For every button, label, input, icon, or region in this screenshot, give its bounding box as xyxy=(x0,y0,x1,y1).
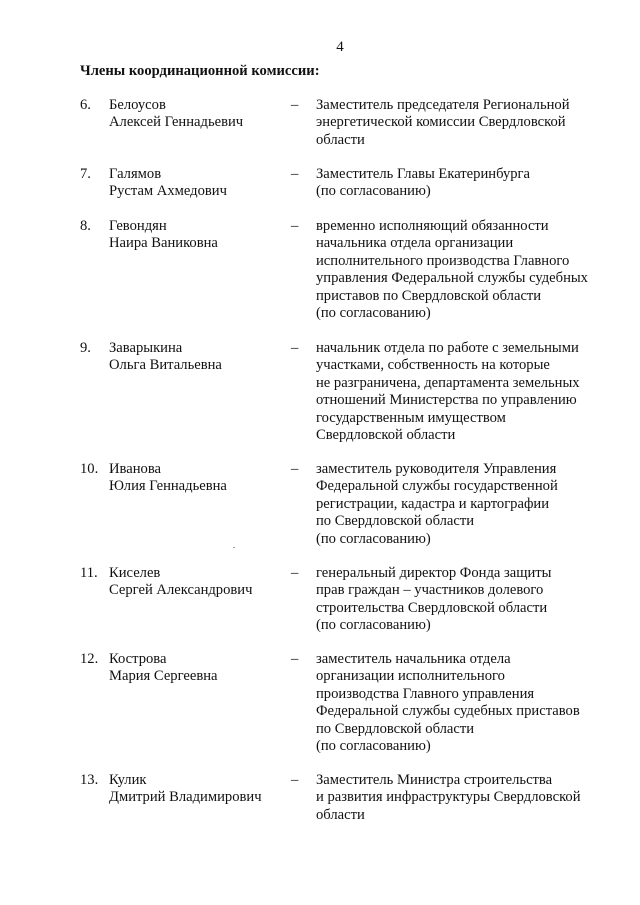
member-surname: Белоусов xyxy=(109,97,166,113)
role-line: по Свердловской области xyxy=(316,513,475,530)
role-line: начальника отдела организации xyxy=(316,235,514,252)
role-line: отношений Министерства по управлению xyxy=(316,392,577,409)
member-name xyxy=(109,340,284,375)
dash-separator: – xyxy=(291,651,299,667)
role-line: участками, собственность на которые xyxy=(316,357,550,374)
member-given-names: Сергей Александрович xyxy=(109,582,253,599)
role-line: заместитель руководителя Управления xyxy=(316,461,557,477)
role-line: не разграничена, департамента земельных xyxy=(316,374,580,391)
member-surname: Галямов xyxy=(109,166,162,182)
dash-separator: – xyxy=(291,340,299,356)
member-surname: Киселев xyxy=(109,565,161,581)
role-line: государственным имуществом xyxy=(316,409,506,426)
scan-speck xyxy=(233,547,235,548)
role-line: области xyxy=(316,131,365,148)
member-role xyxy=(316,772,616,824)
member-name xyxy=(109,166,284,201)
member-given-names: Юлия Геннадьевна xyxy=(109,478,227,495)
role-line: генеральный директор Фонда защиты xyxy=(316,565,552,581)
role-line: Федеральной службы судебных приставов xyxy=(316,703,580,720)
member-number: 7. xyxy=(80,166,91,182)
role-line: Заместитель Министра строительства xyxy=(316,772,553,788)
member-role xyxy=(316,218,616,322)
role-line: (по согласованию) xyxy=(316,530,431,547)
role-line: Свердловской области xyxy=(316,427,456,444)
member-given-names: Наира Ваниковна xyxy=(109,235,218,252)
role-line: Заместитель председателя Региональной xyxy=(316,97,570,113)
member-name xyxy=(109,97,284,132)
role-line: Заместитель Главы Екатеринбурга xyxy=(316,166,530,182)
role-line: управления Федеральной службы судебных xyxy=(316,270,588,287)
role-line: (по согласованию) xyxy=(316,617,431,634)
dash-separator: – xyxy=(291,565,299,581)
member-role xyxy=(316,97,616,149)
member-given-names: Алексей Геннадьевич xyxy=(109,114,244,131)
member-role xyxy=(316,565,616,635)
member-given-names: Дмитрий Владимирович xyxy=(109,789,262,806)
member-name xyxy=(109,218,284,253)
member-surname: Заварыкина xyxy=(109,340,183,356)
member-role xyxy=(316,166,616,201)
role-line: Федеральной службы государственной xyxy=(316,478,558,495)
role-line: производства Главного управления xyxy=(316,685,535,702)
role-line: заместитель начальника отдела xyxy=(316,651,511,667)
section-heading: Члены координационной комиссии: xyxy=(80,63,320,79)
member-surname: Гевондян xyxy=(109,218,167,234)
role-line: организации исполнительного xyxy=(316,668,505,685)
member-role xyxy=(316,461,616,548)
role-line: регистрации, кадастра и картографии xyxy=(316,495,550,512)
dash-separator: – xyxy=(291,166,299,182)
page-number: 4 xyxy=(336,39,344,55)
role-line: энергетической комиссии Свердловской xyxy=(316,114,566,131)
dash-separator: – xyxy=(291,461,299,477)
dash-separator: – xyxy=(291,772,299,788)
member-surname: Кулик xyxy=(109,772,147,788)
member-surname: Кострова xyxy=(109,651,167,667)
member-name xyxy=(109,565,284,600)
member-number: 8. xyxy=(80,218,91,234)
member-number: 10. xyxy=(80,461,99,477)
member-given-names: Мария Сергеевна xyxy=(109,668,218,685)
role-line: исполнительного производства Главного xyxy=(316,252,570,269)
role-line: начальник отдела по работе с земельными xyxy=(316,340,579,356)
member-name xyxy=(109,772,284,807)
member-number: 11. xyxy=(80,565,98,581)
dash-separator: – xyxy=(291,218,299,234)
member-given-names: Рустам Ахмедович xyxy=(109,183,227,200)
role-line: прав граждан – участников долевого xyxy=(316,582,544,599)
role-line: (по согласованию) xyxy=(316,183,431,200)
role-line: (по согласованию) xyxy=(316,738,431,755)
member-role xyxy=(316,340,616,444)
member-name xyxy=(109,461,284,496)
member-number: 6. xyxy=(80,97,91,113)
role-line: временно исполняющий обязанности xyxy=(316,218,549,234)
member-name xyxy=(109,651,284,686)
role-line: и развития инфраструктуры Свердловской xyxy=(316,789,581,806)
role-line: (по согласованию) xyxy=(316,305,431,322)
member-role xyxy=(316,651,616,755)
role-line: приставов по Свердловской области xyxy=(316,287,542,304)
member-number: 9. xyxy=(80,340,91,356)
role-line: по Свердловской области xyxy=(316,720,475,737)
role-line: строительства Свердловской области xyxy=(316,599,548,616)
dash-separator: – xyxy=(291,97,299,113)
member-surname: Иванова xyxy=(109,461,161,477)
role-line: области xyxy=(316,806,365,823)
member-number: 13. xyxy=(80,772,99,788)
member-given-names: Ольга Витальевна xyxy=(109,357,222,374)
member-number: 12. xyxy=(80,651,99,667)
